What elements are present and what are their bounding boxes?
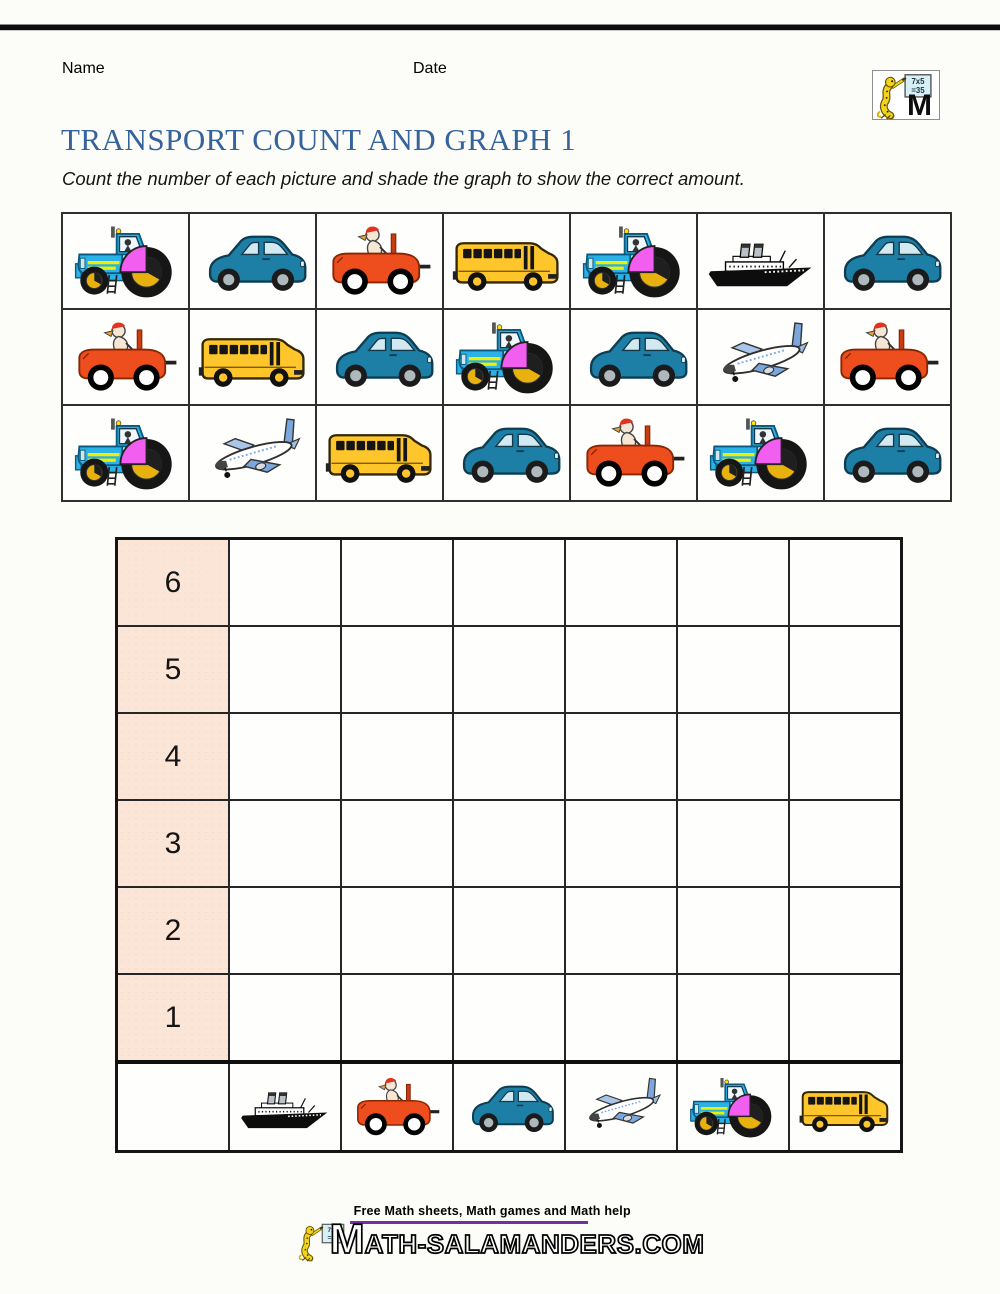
graph-column-header-tractor bbox=[677, 1062, 789, 1152]
picture-grid bbox=[61, 212, 952, 502]
car-icon bbox=[350, 1071, 444, 1143]
graph-cell-plane-4[interactable] bbox=[565, 713, 677, 800]
tractor-icon bbox=[70, 411, 182, 495]
picture-cell-car bbox=[62, 309, 189, 405]
graph-cell-bus-3[interactable] bbox=[789, 800, 902, 887]
graph-cell-ship-1[interactable] bbox=[229, 974, 341, 1062]
graph-cell-plane-5[interactable] bbox=[565, 626, 677, 713]
wordmark-m: M bbox=[329, 1215, 365, 1262]
graph-cell-ship-6[interactable] bbox=[229, 539, 341, 627]
picture-cell-suv bbox=[316, 309, 443, 405]
suv-icon bbox=[451, 411, 563, 495]
picture-cell-suv bbox=[570, 309, 697, 405]
logo-m-letter: M bbox=[907, 89, 932, 122]
graph-cell-bus-4[interactable] bbox=[789, 713, 902, 800]
graph-cell-car-6[interactable] bbox=[341, 539, 453, 627]
picture-cell-suv bbox=[824, 405, 951, 501]
graph-row-label-1: 1 bbox=[117, 974, 230, 1062]
suv-icon bbox=[832, 411, 944, 495]
footer-tagline: Free Math sheets, Math games and Math help bbox=[353, 1204, 631, 1218]
tractor-icon bbox=[686, 1071, 780, 1143]
graph-cell-tractor-2[interactable] bbox=[677, 887, 789, 974]
suv-icon bbox=[324, 315, 436, 399]
graph-cell-bus-2[interactable] bbox=[789, 887, 902, 974]
graph-cell-tractor-6[interactable] bbox=[677, 539, 789, 627]
graph-cell-car-2[interactable] bbox=[341, 887, 453, 974]
tractor-icon bbox=[451, 315, 563, 399]
footer-wordmark bbox=[329, 1215, 705, 1262]
picture-cell-bus bbox=[316, 405, 443, 501]
wordmark-rest: ATH-SALAMANDERS.COM bbox=[364, 1229, 705, 1259]
graph-cell-suv-5[interactable] bbox=[453, 626, 565, 713]
graph-row-label-5: 5 bbox=[117, 626, 230, 713]
graph-cell-suv-1[interactable] bbox=[453, 974, 565, 1062]
car-icon bbox=[324, 219, 436, 303]
ship-icon bbox=[705, 219, 817, 303]
picture-cell-tractor bbox=[570, 213, 697, 309]
picture-cell-tractor bbox=[62, 213, 189, 309]
count-graph bbox=[115, 537, 903, 1153]
graph-cell-ship-5[interactable] bbox=[229, 626, 341, 713]
graph-cell-car-1[interactable] bbox=[341, 974, 453, 1062]
graph-cell-tractor-1[interactable] bbox=[677, 974, 789, 1062]
picture-cell-bus bbox=[443, 213, 570, 309]
instruction-text: Count the number of each picture and shade the graph to show the correct amount. bbox=[62, 168, 745, 189]
graph-cell-plane-6[interactable] bbox=[565, 539, 677, 627]
picture-cell-suv bbox=[824, 213, 951, 309]
graph-column-header-ship bbox=[229, 1062, 341, 1152]
graph-cell-suv-2[interactable] bbox=[453, 887, 565, 974]
suv-icon bbox=[832, 219, 944, 303]
top-rule bbox=[0, 24, 1000, 31]
tractor-icon bbox=[70, 219, 182, 303]
picture-cell-plane bbox=[697, 309, 824, 405]
graph-cell-ship-2[interactable] bbox=[229, 887, 341, 974]
bus-icon bbox=[197, 315, 309, 399]
graph-cell-suv-3[interactable] bbox=[453, 800, 565, 887]
car-icon bbox=[70, 315, 182, 399]
graph-column-header-suv bbox=[453, 1062, 565, 1152]
graph-column-header-car bbox=[341, 1062, 453, 1152]
graph-row-label-4: 4 bbox=[117, 713, 230, 800]
graph-cell-tractor-5[interactable] bbox=[677, 626, 789, 713]
picture-cell-bus bbox=[189, 309, 316, 405]
car-icon bbox=[578, 411, 690, 495]
graph-column-header-bus bbox=[789, 1062, 902, 1152]
graph-cell-suv-4[interactable] bbox=[453, 713, 565, 800]
picture-cell-car bbox=[824, 309, 951, 405]
graph-row-label-3: 3 bbox=[117, 800, 230, 887]
page-title: TRANSPORT COUNT AND GRAPH 1 bbox=[61, 122, 577, 157]
graph-corner-blank bbox=[117, 1062, 230, 1152]
tractor-icon bbox=[578, 219, 690, 303]
suv-icon bbox=[197, 219, 309, 303]
picture-cell-suv bbox=[189, 213, 316, 309]
picture-cell-tractor bbox=[62, 405, 189, 501]
graph-cell-suv-6[interactable] bbox=[453, 539, 565, 627]
ship-icon bbox=[238, 1071, 332, 1143]
graph-column-header-plane bbox=[565, 1062, 677, 1152]
graph-cell-bus-6[interactable] bbox=[789, 539, 902, 627]
plane-icon bbox=[705, 315, 817, 399]
car-icon bbox=[832, 315, 944, 399]
bus-icon bbox=[451, 219, 563, 303]
picture-cell-car bbox=[570, 405, 697, 501]
graph-cell-ship-4[interactable] bbox=[229, 713, 341, 800]
graph-cell-plane-2[interactable] bbox=[565, 887, 677, 974]
suv-icon bbox=[462, 1071, 556, 1143]
graph-cell-car-4[interactable] bbox=[341, 713, 453, 800]
picture-cell-suv bbox=[443, 405, 570, 501]
graph-row-label-6: 6 bbox=[117, 539, 230, 627]
graph-cell-car-5[interactable] bbox=[341, 626, 453, 713]
bus-icon bbox=[324, 411, 436, 495]
graph-cell-ship-3[interactable] bbox=[229, 800, 341, 887]
graph-cell-tractor-3[interactable] bbox=[677, 800, 789, 887]
graph-cell-plane-1[interactable] bbox=[565, 974, 677, 1062]
suv-icon bbox=[578, 315, 690, 399]
graph-cell-bus-1[interactable] bbox=[789, 974, 902, 1062]
plane-icon bbox=[574, 1071, 668, 1143]
picture-cell-tractor bbox=[697, 405, 824, 501]
graph-cell-car-3[interactable] bbox=[341, 800, 453, 887]
date-label: Date bbox=[413, 60, 447, 77]
name-label: Name bbox=[62, 60, 105, 77]
picture-cell-plane bbox=[189, 405, 316, 501]
footer bbox=[0, 1204, 1000, 1260]
tractor-icon bbox=[705, 411, 817, 495]
picture-cell-car bbox=[316, 213, 443, 309]
picture-cell-ship bbox=[697, 213, 824, 309]
bus-icon bbox=[798, 1071, 892, 1143]
graph-cell-tractor-4[interactable] bbox=[677, 713, 789, 800]
picture-cell-tractor bbox=[443, 309, 570, 405]
math-salamanders-corner-logo bbox=[872, 70, 940, 120]
graph-cell-plane-3[interactable] bbox=[565, 800, 677, 887]
plane-icon bbox=[197, 411, 309, 495]
graph-row-label-2: 2 bbox=[117, 887, 230, 974]
graph-cell-bus-5[interactable] bbox=[789, 626, 902, 713]
